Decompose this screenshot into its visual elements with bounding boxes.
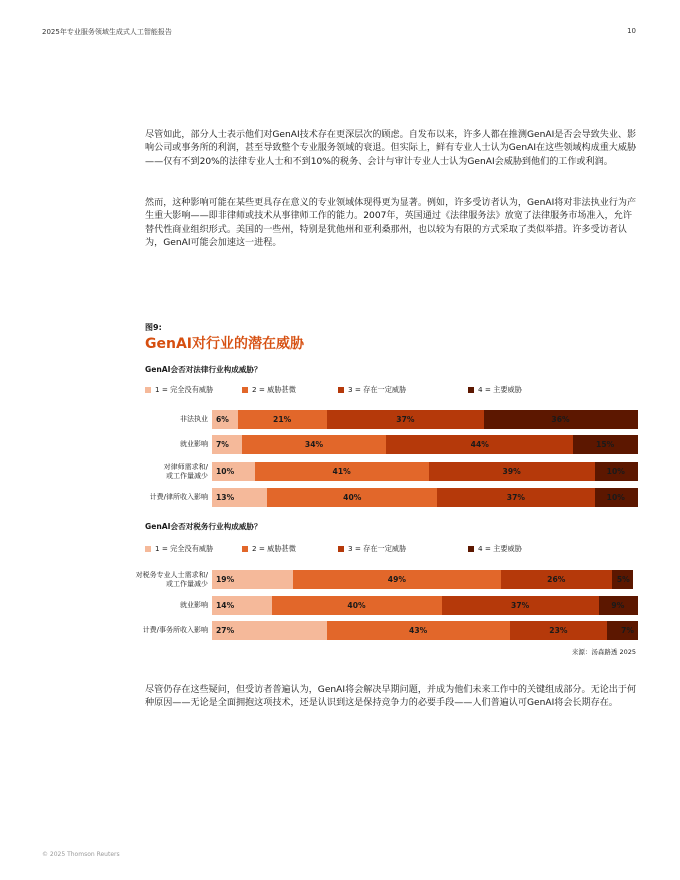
paragraph-1: 尽管如此，部分人士表示他们对GenAI技术存在更深层次的顾虑。自发布以来，许多人都在推测GenAI是否会导致失业、影响公司或事务所的利润，甚至导致整个专业服务领域的衰退。但实际上，鲜有专业人士认为GenAI在这些领域构成重大威胁——仅有不到20%的法律专业人士和不到10%的税务、会计与审计专业人士认为GenAI会威胁到他们的工作或利润。	[145, 130, 637, 167]
data-label: 10%	[606, 467, 625, 476]
stacked-bar	[212, 410, 637, 429]
legend-swatch	[468, 546, 474, 552]
legend-swatch	[242, 546, 248, 552]
stacked-bar	[212, 621, 637, 640]
data-label: 34%	[304, 440, 324, 449]
legend-label: 2 = 威胁甚微	[252, 385, 296, 394]
category-label: 对税务专业人士需求和/ 或工作量减少	[135, 571, 208, 588]
category-label: 就业影响	[180, 440, 208, 449]
legend-item	[145, 544, 213, 554]
legend-label: 1 = 完全没有威胁	[155, 544, 214, 553]
stacked-bar	[212, 596, 637, 615]
legend-swatch	[338, 387, 344, 393]
data-label: 37%	[506, 493, 525, 502]
data-label: 14%	[216, 601, 235, 610]
legend-label: 3 = 存在一定威胁	[348, 385, 407, 394]
data-label: 7%	[216, 440, 229, 449]
data-label: 37%	[511, 601, 530, 610]
chart-source: 来源：汤森路透 2025	[571, 648, 636, 656]
data-label: 10%	[606, 493, 625, 502]
data-label: 21%	[273, 415, 292, 424]
data-label: 40%	[347, 601, 366, 610]
data-label: 43%	[409, 626, 428, 635]
data-label: 13%	[216, 493, 235, 502]
stacked-bar	[212, 488, 637, 507]
legend-label: 4 = 主要威胁	[478, 385, 522, 394]
legend-item	[338, 544, 406, 554]
legend-label: 4 = 主要威胁	[478, 544, 522, 553]
data-label: 10%	[216, 467, 235, 476]
data-label: 6%	[216, 415, 229, 424]
figure-label: 图9:	[145, 323, 162, 332]
figure-title: GenAI对行业的潜在威胁	[145, 336, 304, 352]
category-label: 非法执业	[180, 415, 208, 424]
legend-swatch	[468, 387, 474, 393]
chart-subtitle: GenAI会否对法律行业构成威胁？	[145, 365, 262, 374]
chart-legend	[145, 544, 645, 556]
data-label: 26%	[547, 575, 566, 584]
legend-swatch	[242, 387, 248, 393]
data-label: 39%	[502, 467, 521, 476]
legend-swatch	[145, 546, 151, 552]
page-number: 10	[627, 27, 636, 35]
paragraph-2: 然而，这种影响可能在某些更具存在意义的专业领域体现得更为显著。例如，许多受访者认为，GenAI将对非法执业行为产生重大影响——即非律师或技术从事律师工作的能力。2007年，英国通过《法律服务法》放宽了法律服务市场准入，允许替代性商业组织形式。美国的一些州，特别是犹他州和亚利桑那州，也以较为有限的方式采取了类似举措。许多受访者认为，GenAI可能会加速这一进程。	[145, 198, 637, 249]
category-label: 计费/事务所收入影响	[142, 626, 208, 635]
legend-item	[468, 544, 522, 554]
data-label: 19%	[216, 575, 235, 584]
category-label: 就业影响	[180, 601, 208, 610]
data-label: 5%	[616, 575, 630, 584]
copyright: © 2025 Thomson Reuters	[42, 851, 120, 858]
data-label: 44%	[470, 440, 489, 449]
legend-item	[145, 385, 213, 395]
data-label: 23%	[549, 626, 568, 635]
data-label: 15%	[596, 440, 615, 449]
legend-item	[468, 385, 522, 395]
data-label: 9%	[611, 601, 625, 610]
category-label: 对律师需求和/ 或工作量减少	[163, 463, 208, 480]
stacked-bar	[212, 462, 637, 481]
data-label: 41%	[332, 467, 351, 476]
paragraph-3: 尽管仍存在这些疑问，但受访者普遍认为，GenAI将会解决早期问题，并成为他们未来工作中的关键组成部分。无论出于何种原因——无论是全面拥抱这项技术，还是认识到这是保持竞争力的必要手段——人们普遍认可GenAI将会长期存在。	[145, 685, 637, 709]
stacked-bar	[212, 435, 637, 454]
legend-item	[242, 544, 296, 554]
data-label: 49%	[387, 575, 406, 584]
data-label: 37%	[396, 415, 415, 424]
data-label: 27%	[216, 626, 235, 635]
stacked-bar	[212, 570, 637, 589]
data-label: 7%	[621, 626, 634, 635]
data-label: 40%	[343, 493, 362, 502]
legend-label: 1 = 完全没有威胁	[155, 385, 214, 394]
legend-label: 3 = 存在一定威胁	[348, 544, 407, 553]
legend-swatch	[338, 546, 344, 552]
legend-item	[338, 385, 406, 395]
category-label: 计费/律所收入影响	[149, 493, 208, 502]
chart-legend	[145, 385, 645, 397]
report-title: 2025年专业服务领域生成式人工智能报告	[42, 28, 172, 36]
legend-swatch	[145, 387, 151, 393]
legend-item	[242, 385, 296, 395]
data-label: 36%	[551, 415, 570, 424]
chart-subtitle: GenAI会否对税务行业构成威胁？	[145, 522, 262, 531]
legend-label: 2 = 威胁甚微	[252, 544, 296, 553]
